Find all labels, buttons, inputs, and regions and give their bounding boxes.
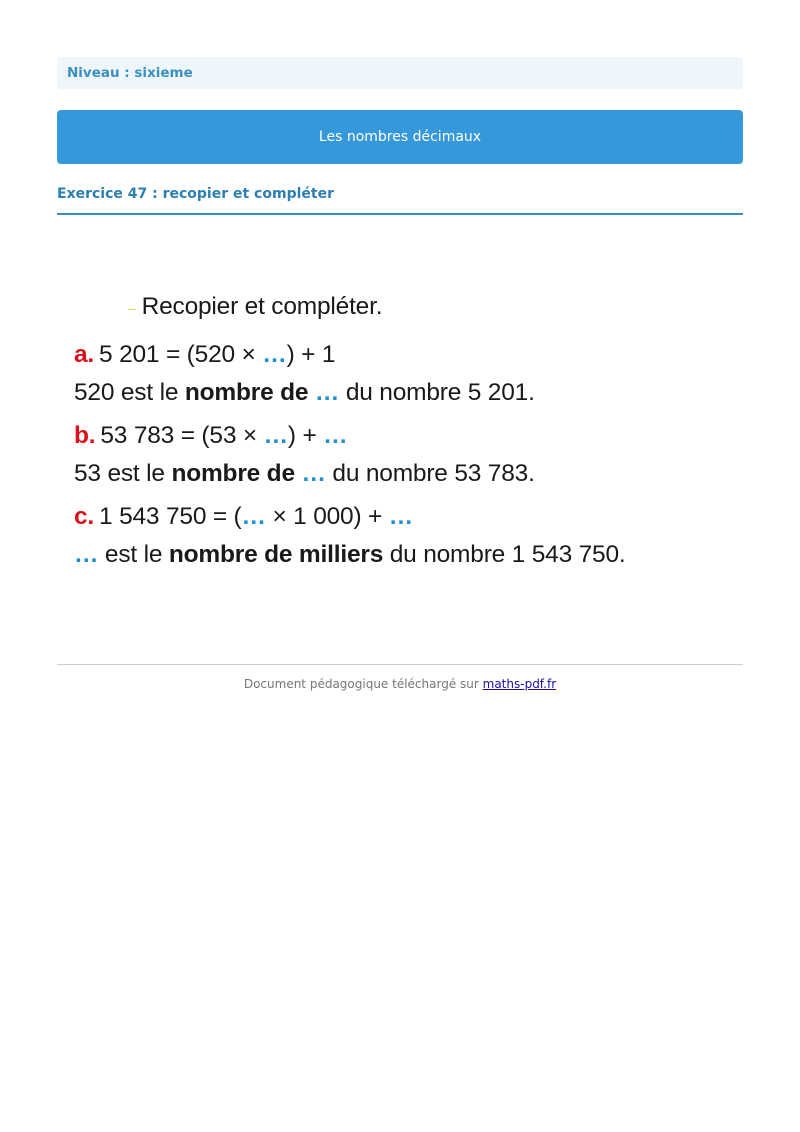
item-label-c: c. (74, 503, 95, 530)
sentence-b: 53 est le nombre de … du nombre 53 783. (74, 460, 535, 487)
footer-text: Document pédagogique téléchargé sur (243, 677, 483, 691)
blank-placeholder: … (323, 422, 348, 449)
equation-b: b. 53 783 = (53 × …) + … (74, 422, 348, 449)
item-label-b: b. (74, 422, 96, 449)
sentence-a: 520 est le nombre de … du nombre 5 201. (74, 379, 535, 406)
equation-a: a. 5 201 = (520 × …) + 1 (74, 341, 336, 368)
blank-placeholder: … (314, 379, 340, 406)
blank-placeholder: … (241, 503, 266, 530)
exercise-heading: Exercice 47 : recopier et compléter (57, 186, 743, 215)
blank-placeholder: … (301, 460, 326, 487)
level-banner (57, 57, 743, 89)
title-banner (57, 110, 743, 164)
blank-placeholder: … (388, 503, 414, 530)
dash-marker: – (128, 299, 136, 316)
level-label: Niveau : sixieme (67, 65, 193, 81)
exercise-instruction: – Recopier et compléter. (128, 293, 383, 320)
equation-c: c. 1 543 750 = (… × 1 000) + … (74, 503, 414, 530)
blank-placeholder: … (74, 541, 99, 568)
page-title: Les nombres décimaux (318, 129, 482, 145)
footer-link[interactable]: maths-pdf.fr (482, 677, 557, 691)
footer-divider (57, 664, 743, 665)
blank-placeholder: … (263, 422, 288, 449)
footer (57, 677, 743, 691)
blank-placeholder: … (262, 341, 287, 368)
sentence-c: … est le nombre de milliers du nombre 1 543 750. (74, 541, 626, 568)
item-label-a: a. (74, 341, 95, 368)
